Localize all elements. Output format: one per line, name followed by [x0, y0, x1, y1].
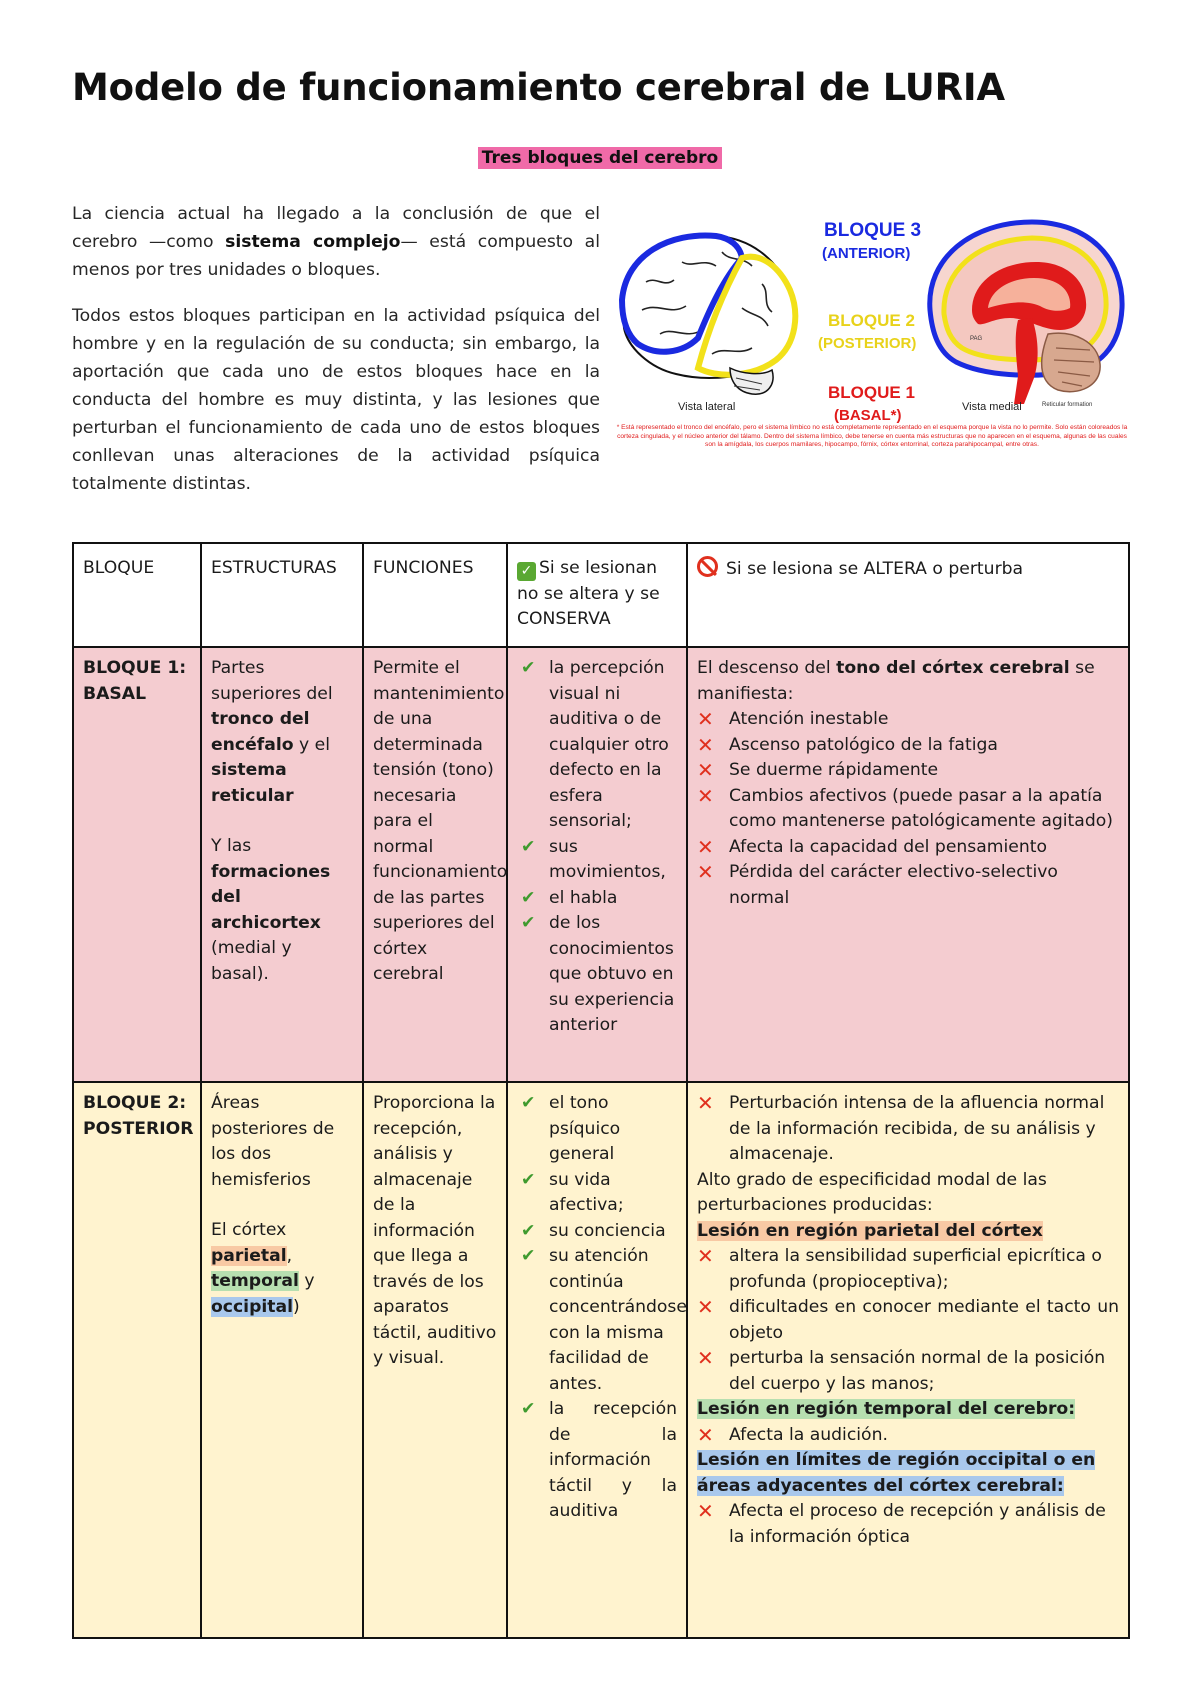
header-altera: Si se lesiona se ALTERA o perturba — [687, 543, 1129, 647]
checkmark-icon: ✔ — [521, 887, 536, 908]
vista-medial-label: Vista medial — [962, 401, 1022, 413]
cross-icon: ✕ — [697, 732, 714, 757]
list-item: ✕ Afecta la capacidad del pensamiento — [697, 834, 1048, 859]
list-item: ✔ sus movimientos, — [521, 836, 666, 882]
page-title: Modelo de funcionamiento cerebral de LURIA — [72, 66, 1005, 109]
header-bloque: BLOQUE — [73, 543, 201, 647]
lesion-temporal-heading: Lesión en región temporal del cerebro: — [697, 1399, 1076, 1419]
intro-paragraph-1: La ciencia actual ha llegado a la conclusión de que el cerebro —como sistema complejo— está compuesto al menos por tres unidades o bloques. — [72, 204, 600, 280]
subtitle-container — [0, 148, 1200, 168]
list-item: ✕ Afecta el proceso de recepción y análisis de la información óptica — [697, 1499, 1106, 1547]
lesion-occipital-heading: Lesión en límites de región occipital o en áreas adyacentes del córtex cerebral: — [697, 1450, 1096, 1496]
pag-label: PAG — [970, 336, 983, 342]
list-item: ✕ dificultades en conocer mediante el tacto un objeto — [697, 1295, 1119, 1343]
list-item: ✕ Afecta la audición. — [697, 1422, 888, 1447]
list-item: ✕ perturba la sensación normal de la posición del cuerpo y las manos; — [697, 1346, 1106, 1394]
check-box-icon: ✓ — [517, 562, 536, 581]
list-item: ✔ la percepción visual ni auditiva o de cualquier otro defecto en la esfera sensorial; — [521, 658, 669, 831]
list-item: ✔ el habla — [517, 886, 677, 912]
cross-icon: ✕ — [697, 707, 714, 731]
lesion-parietal-heading: Lesión en región parietal del córtex — [697, 1220, 1043, 1241]
cross-icon: ✕ — [697, 1499, 714, 1523]
cross-icon: ✕ — [697, 834, 714, 859]
bloque-1-estructuras: Partes superiores del tronco del encéfalo y el sistema reticular Y las formaciones del archicortex (medial y basal). — [201, 647, 363, 1082]
list-item: ✔ de los conocimientos que obtuvo en su experiencia anterior — [521, 913, 675, 1035]
cross-icon: ✕ — [697, 1295, 714, 1319]
bloque-1-funciones: Permite el mantenimiento de una determinada tensión (tono) necesaria para el normal funcionamiento de las partes superiores del córtex cerebral — [363, 647, 507, 1082]
bloque-1-sublabel: (BASAL*) — [834, 407, 902, 424]
cross-icon: ✕ — [697, 860, 714, 884]
checkmark-icon: ✔ — [521, 1093, 536, 1113]
sistema-complejo: sistema complejo — [225, 232, 401, 252]
intro-paragraph-2: Todos estos bloques participan en la actividad psíquica del hombre y en la regulación de su conducta; sin embargo, la aportación que cada uno de estos bloques hace en la conducta del hombre es muy distinta, y las lesiones que perturban el funcionamiento de cada uno de estos bloques conllevan unas alteraciones de la actividad psíquica totalmente distintas. — [72, 306, 600, 494]
figure-footnote-container — [612, 424, 1132, 486]
list-item: ✕ Cambios afectivos (puede pasar a la apatía como mantenerse patológicamente agitado) — [697, 783, 1113, 831]
figure-footnote: * Está representado el tronco del encéfalo, pero el sistema límbico no está completamente representado en el esquema porque la vista no lo permite. Solo están coloreados la corteza cingulada, y el núcleo anterior del tálamo. Dentro del sistema límbico, debe tenerse en cuenta más estructuras que no aparecen en el esquema, algunas de las cuales son la amígdala, los cuerpos mamilares, hipocampo, fórnix, córtex entorrinal, corteza parahipocampal, entre otras. — [616, 424, 1128, 449]
cross-icon: ✕ — [697, 758, 714, 782]
medial-brain-illustration — [930, 222, 1122, 404]
checkmark-icon: ✔ — [521, 913, 536, 933]
checkmark-icon: ✔ — [521, 1246, 536, 1266]
list-item: ✕ Atención inestable — [697, 707, 889, 731]
temporal-highlight: temporal — [211, 1271, 299, 1291]
especificidad-text: Alto grado de especificidad modal de las perturbaciones producidas: — [697, 1169, 1047, 1215]
cross-icon: ✕ — [697, 1091, 714, 1115]
prohibited-icon — [697, 556, 718, 577]
list-item: ✔ el tono psíquico general — [521, 1093, 621, 1164]
bloque-3-label: BLOQUE 3 — [824, 220, 922, 241]
bloque-1-altera — [687, 647, 1129, 1082]
table-header-row — [73, 543, 1129, 647]
checkmark-icon: ✔ — [521, 1169, 536, 1190]
header-funciones: FUNCIONES — [363, 543, 507, 647]
bloque-1-cell: BLOQUE 1: BASAL — [73, 647, 201, 1082]
reticular-formation-label: Reticular formation — [1042, 402, 1093, 408]
lateral-brain-illustration — [622, 236, 795, 395]
vista-lateral-label: Vista lateral — [678, 401, 736, 413]
checkmark-icon: ✔ — [521, 836, 536, 857]
header-conserva: ✓ Si se lesionan no se altera y se CONSERVA — [507, 543, 687, 647]
luria-table — [72, 542, 1130, 1639]
subtitle: Tres bloques del cerebro — [478, 147, 722, 169]
header-estructuras: ESTRUCTURAS — [201, 543, 363, 647]
brain-figure — [612, 218, 1132, 506]
list-item: ✔ su vida afectiva; — [521, 1169, 624, 1215]
cross-icon: ✕ — [697, 783, 714, 808]
occipital-highlight: occipital — [211, 1296, 293, 1317]
list-item: ✕ Ascenso patológico de la fatiga — [697, 732, 998, 757]
bloque-2-conserva — [507, 1082, 687, 1638]
list-item: ✕ Pérdida del carácter electivo-selectivo normal — [697, 860, 1058, 908]
checkmark-icon: ✔ — [521, 1399, 536, 1419]
table-row-bloque-2 — [73, 1082, 1129, 1638]
list-item: ✔ su conciencia — [517, 1219, 677, 1245]
bloque-2-sublabel: (POSTERIOR) — [818, 335, 917, 352]
brain-diagram — [612, 218, 1132, 506]
bloque-3-sublabel: (ANTERIOR) — [822, 245, 911, 262]
bloque-1-altera-intro: El descenso del tono del córtex cerebral se manifiesta: — [697, 658, 1095, 704]
cross-icon: ✕ — [697, 1422, 714, 1447]
list-item: ✕ altera la sensibilidad superficial epicrítica o profunda (propioceptiva); — [697, 1244, 1102, 1292]
bloque-1-conserva — [507, 647, 687, 1082]
list-item: ✕ Se duerme rápidamente — [697, 758, 939, 782]
bloque-1-label: BLOQUE 1 — [828, 383, 915, 402]
bloque-2-estructuras: Áreas posteriores de los dos hemisferios El córtex parietal, temporal y occipital) — [201, 1082, 363, 1638]
bloque-2-altera — [687, 1082, 1129, 1638]
bloque-2-cell: BLOQUE 2: POSTERIOR — [73, 1082, 201, 1638]
bloque-2-label: BLOQUE 2 — [828, 311, 915, 330]
bloque-2-funciones: Proporciona la recepción, análisis y almacenaje de la información que llega a través de los aparatos táctil, auditivo y visual. — [363, 1082, 507, 1638]
cross-icon: ✕ — [697, 1346, 714, 1370]
cross-icon: ✕ — [697, 1244, 714, 1268]
parietal-highlight: parietal — [211, 1245, 287, 1266]
checkmark-icon: ✔ — [521, 1220, 536, 1241]
list-item: ✔ la recepción de la información táctil y la auditiva — [521, 1399, 677, 1521]
intro-text — [72, 200, 600, 516]
checkmark-icon: ✔ — [521, 658, 536, 678]
table-row-bloque-1 — [73, 647, 1129, 1082]
list-item: ✔ su atención continúa concentrándose con la misma facilidad de antes. — [521, 1246, 687, 1394]
list-item: ✕ Perturbación intensa de la afluencia normal de la información recibida, de su análisis y almacenaje. — [697, 1091, 1105, 1164]
